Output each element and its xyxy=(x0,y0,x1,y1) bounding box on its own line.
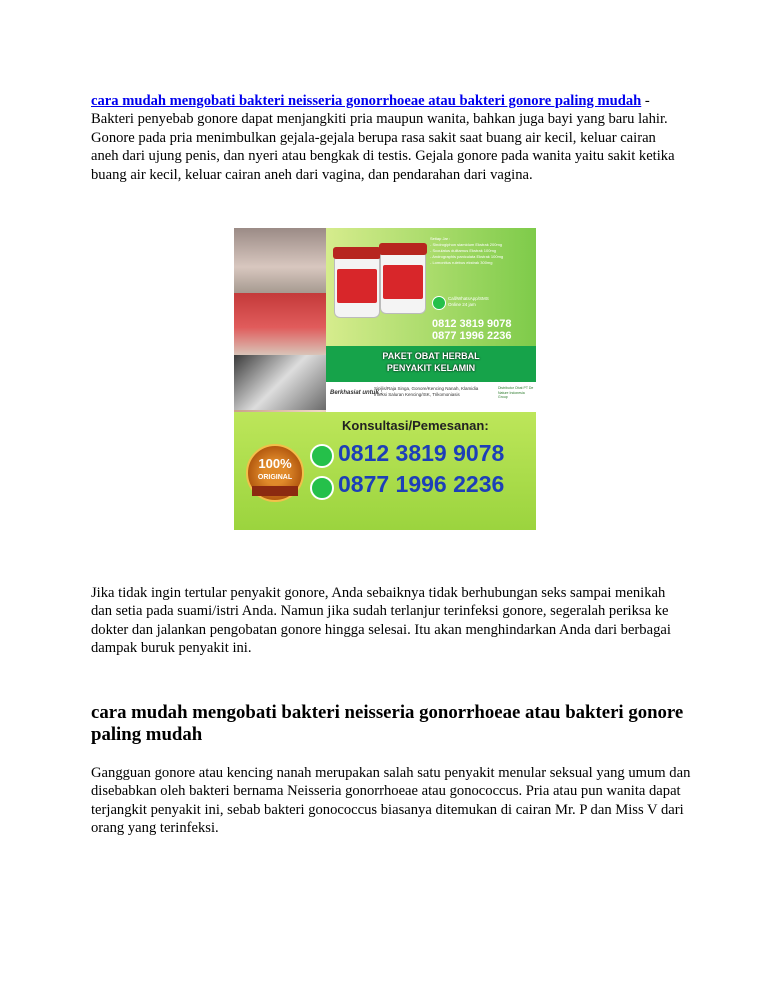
title-separator: - xyxy=(641,93,650,109)
phone-number-2: 0877 1996 2236 xyxy=(338,471,505,497)
paragraph-text: Jika tidak ingin tertular penyakit gonore, Anda sebaiknya tidak berhubungan seks sampai menikah dan setia pada suami/istri Anda. Namun jika sudah terlanjur terinfeksi gonore, segeralah periksa ke dokter dan jalankan pengobatan gonore hingga selesai. Itu akan menghindarkan Anda dari berbagai dampak buruk penyakit ini. xyxy=(91,585,671,657)
section-heading: cara mudah mengobati bakteri neisseria gonorrhoeae atau bakteri gonore paling mudah xyxy=(91,702,684,745)
intro-paragraph xyxy=(91,92,681,184)
phone-numbers-large xyxy=(338,438,504,500)
contact-hours xyxy=(448,296,489,307)
symptom-photo-3 xyxy=(234,355,326,410)
benefit-line-2: Infeksi Saluran Kencing/ISK, Trikomoniasis xyxy=(374,392,460,397)
banner-line-2: PENYAKIT KELAMIN xyxy=(386,363,476,373)
whatsapp-icon xyxy=(310,476,334,500)
ingredient-list xyxy=(430,236,530,266)
ingredient-item: - Lomonitus rulebus ekstrak 300mg xyxy=(430,260,493,265)
contact-label: Call/WhatsApp/SMS xyxy=(448,296,489,301)
benefit-items xyxy=(374,386,494,398)
contact-online-label: Online 24 jam xyxy=(448,301,476,307)
ingredient-item: - Scoulatus dulitamus Ekstrak 100mg xyxy=(430,248,497,253)
ingredient-item: - Andrographis paniculata Ekstrak 100mg xyxy=(430,254,504,259)
benefit-line-1: Sipilis/Raja Singa, Gonore/Kencing Nanah, Klamidia xyxy=(374,386,479,391)
phone-numbers-small xyxy=(432,318,512,342)
herbal-jar-1 xyxy=(334,254,380,318)
phone-number-1: 0812 3819 9078 xyxy=(432,318,512,330)
banner-line-1: PAKET OBAT HERBAL xyxy=(382,351,480,361)
seal-word: ORIGINAL xyxy=(257,474,293,481)
product-advertisement-image xyxy=(234,228,536,530)
paragraph-text: Gangguan gonore atau kencing nanah merupakan salah satu penyakit menular seksual yang umum dan disebabkan oleh bakteri bernama Neisseria gonorrhoeae atau gonococcus. Pria atau pun wanita dapat terjangkit penyakit ini, sebab bakteri gonococcus biasanya ditemukan di cairan Mr. P dan Miss V dari orang yang terinfeksi. xyxy=(91,765,691,837)
original-seal-icon xyxy=(246,444,304,502)
intro-text xyxy=(91,92,681,184)
herbal-jar-2 xyxy=(380,250,426,314)
paragraph-prevention xyxy=(91,584,681,658)
benefit-label: Berkhasiat untuk : xyxy=(330,390,383,396)
article-title-link[interactable]: cara mudah mengobati bakteri neisseria gonorrhoeae atau bakteri gonore paling mudah xyxy=(91,93,642,109)
product-banner xyxy=(326,346,536,382)
distributor-label: Distributor Obat PT De Nature Indonesia Group xyxy=(498,386,534,399)
phone-number-1: 0812 3819 9078 xyxy=(338,440,505,466)
seal-ribbon xyxy=(252,486,298,496)
consultation-label: Konsultasi/Pemesanan: xyxy=(342,418,489,433)
intro-body: Bakteri penyebab gonore dapat menjangkiti pria maupun wanita, bahkan juga bayi yang baru lahir. Gonore pada pria menimbulkan gejala-gejala berupa rasa sakit saat buang air kecil, keluar cairan aneh dari ujung penis, dan nyeri atau bengkak di testis. Gejala gonore pada wanita yaitu sakit ketika buang air kecil, keluar cairan aneh dari vagina, dan pendarahan dari vagina. xyxy=(91,111,675,183)
symptom-photo-1 xyxy=(234,228,326,293)
ingredients-heading: Setiap Jar : xyxy=(430,236,451,241)
benefit-strip xyxy=(326,382,536,412)
whatsapp-icon xyxy=(310,444,334,468)
whatsapp-icon xyxy=(432,296,446,310)
ingredient-item: - Sindrogiphon siamidum Ekstrak 200mg xyxy=(430,242,503,247)
symptom-photo-2 xyxy=(234,293,326,355)
seal-percent: 100% xyxy=(258,456,292,471)
paragraph-cause xyxy=(91,764,691,838)
phone-number-2: 0877 1996 2236 xyxy=(432,330,512,342)
